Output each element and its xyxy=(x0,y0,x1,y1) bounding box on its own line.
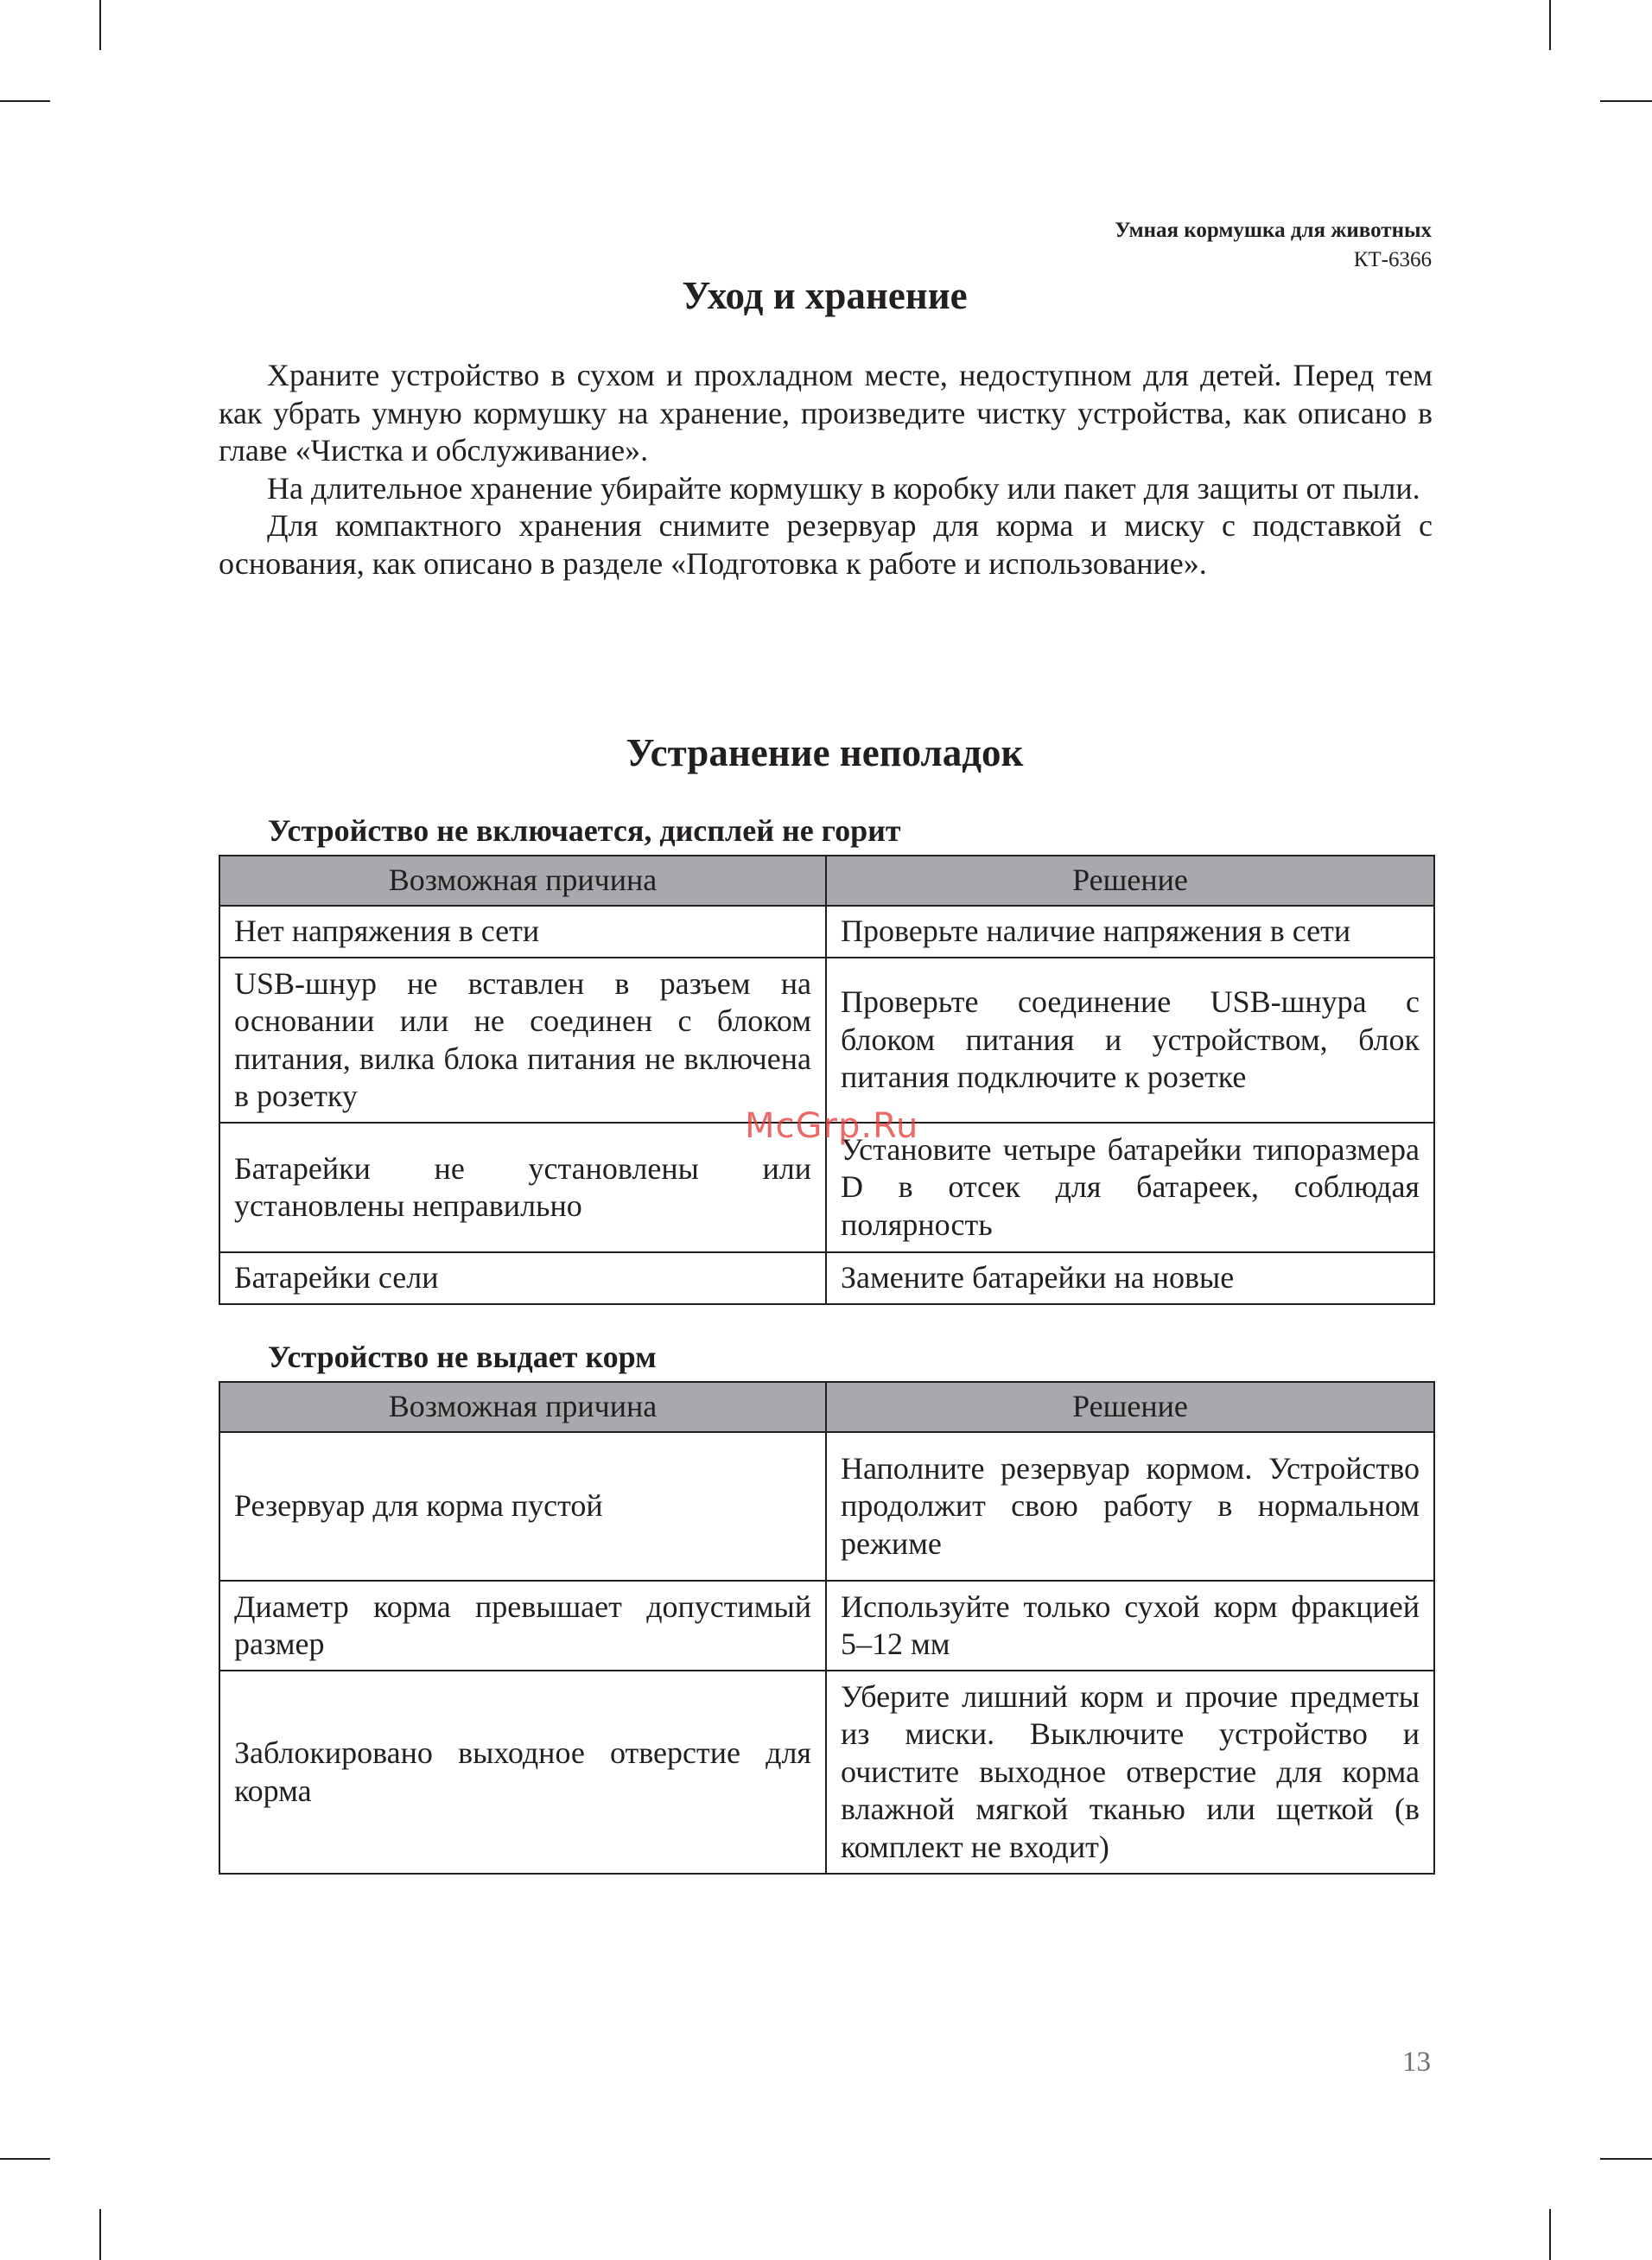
table-row xyxy=(219,1671,1434,1874)
running-header xyxy=(1115,216,1432,275)
table-header-row xyxy=(219,856,1434,906)
problem-heading-no-power: Устройство не включается, дисплей не горит xyxy=(268,813,901,848)
crop-mark xyxy=(1600,2158,1652,2160)
cause-cell: Заблокировано выходное отверстие для корма xyxy=(219,1671,826,1874)
crop-mark xyxy=(0,100,50,102)
storage-text xyxy=(219,357,1433,583)
problem-heading-no-food: Устройство не выдает корм xyxy=(268,1340,657,1374)
solution-cell: Уберите лишний корм и прочие предметы из миски. Выключите устройство и очистите выходное отверстие для корма влажной мягкой тканью или щеткой (в комплект не входит) xyxy=(826,1671,1434,1874)
column-header-solution: Решение xyxy=(826,856,1434,906)
crop-mark xyxy=(99,0,101,50)
table-row xyxy=(219,1432,1434,1581)
cause-cell: Нет напряжения в сети xyxy=(219,906,826,958)
cause-cell: USB-шнур не вставлен в разъем на основании или не соединен с блоком питания, вилка блока питания не включена в розетку xyxy=(219,958,826,1123)
model-number: КТ-6366 xyxy=(1353,248,1432,271)
solution-cell: Используйте только сухой корм фракцией 5–12 мм xyxy=(826,1581,1434,1671)
table-row xyxy=(219,958,1434,1123)
crop-mark xyxy=(1600,100,1652,102)
storage-paragraph: Для компактного хранения снимите резервуар для корма и миску с подставкой с основания, как описано в разделе «Подготовка к работе и использование». xyxy=(219,508,1433,581)
table-row xyxy=(219,1581,1434,1671)
product-title: Умная кормушка для животных xyxy=(1115,219,1432,242)
column-header-cause: Возможная причина xyxy=(219,1382,826,1432)
cause-cell: Резервуар для корма пустой xyxy=(219,1432,826,1581)
table-header-row xyxy=(219,1382,1434,1432)
solution-cell: Проверьте наличие напряжения в сети xyxy=(826,906,1434,958)
troubleshooting-section-title: Устранение неполадок xyxy=(626,731,1024,774)
crop-mark xyxy=(1549,0,1551,50)
cause-cell: Батарейки сели xyxy=(219,1252,826,1304)
troubleshooting-table-no-power xyxy=(219,855,1435,1305)
troubleshooting-table-no-food xyxy=(219,1381,1435,1875)
column-header-cause: Возможная причина xyxy=(219,856,826,906)
solution-cell: Проверьте соединение USB-шнура с блоком питания и устройством, блок питания подключите к розетке xyxy=(826,958,1434,1123)
solution-cell: Замените батарейки на новые xyxy=(826,1252,1434,1304)
solution-cell: Установите четыре батарейки типоразмера D в отсек для батареек, соблюдая полярность xyxy=(826,1123,1434,1252)
table-row xyxy=(219,906,1434,958)
cause-cell: Диаметр корма превышает допустимый размер xyxy=(219,1581,826,1671)
storage-paragraph: На длительное хранение убирайте кормушку в коробку или пакет для защиты от пыли. xyxy=(267,470,1420,506)
table-row xyxy=(219,1252,1434,1304)
crop-mark xyxy=(1549,2209,1551,2260)
crop-mark xyxy=(99,2209,101,2260)
storage-paragraph: Храните устройство в сухом и прохладном месте, недоступном для детей. Перед тем как убрать умную кормушку на хранение, произведите чистку устройства, как описано в главе «Чистка и обслуживание». xyxy=(219,358,1433,468)
cause-cell: Батарейки не установлены или установлены неправильно xyxy=(219,1123,826,1252)
solution-cell: Наполните резервуар кормом. Устройство продолжит свою работу в нормальном режиме xyxy=(826,1432,1434,1581)
crop-mark xyxy=(0,2158,50,2160)
storage-section-title: Уход и хранение xyxy=(682,274,968,317)
column-header-solution: Решение xyxy=(826,1382,1434,1432)
page-number: 13 xyxy=(1402,2047,1431,2078)
watermark: McGrp.Ru xyxy=(745,1106,919,1146)
